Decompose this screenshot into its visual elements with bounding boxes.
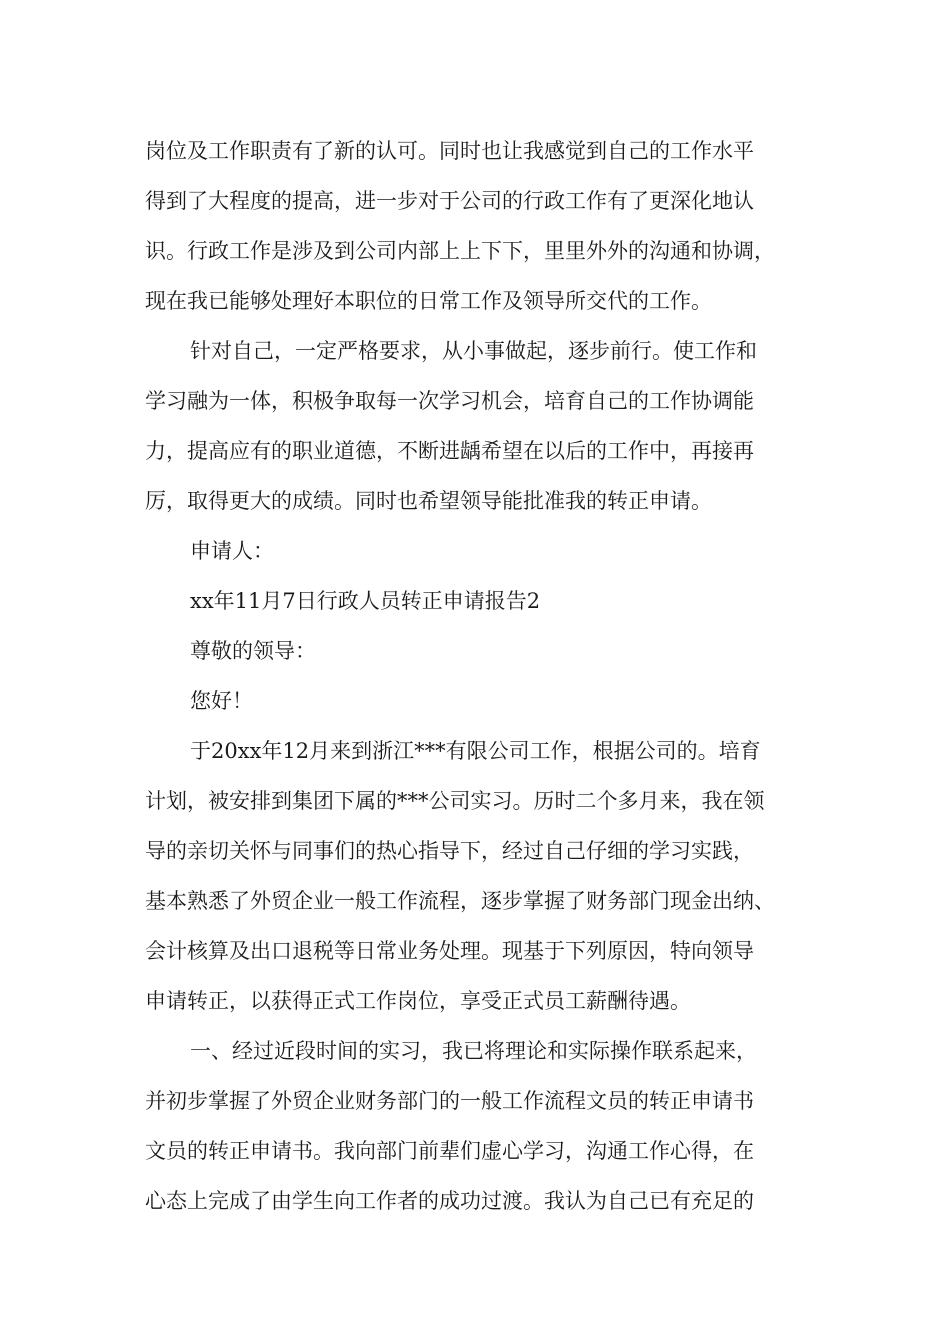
text-line-15: 导的亲切关怀与同事们的热心指导下，经过自己仔细的学习实践，	[145, 839, 754, 863]
text-line-13: 于20xx年12月来到浙江***有限公司工作，根据公司的。培育	[190, 739, 761, 763]
text-line-14: 计划，被安排到集团下属的***公司实习。历时二个多月来，我在领	[145, 789, 765, 813]
text-line-6: 学习融为一体，积极争取每一次学习机会，培育自己的工作协调能	[145, 389, 754, 413]
text-line-5: 针对自己，一定严格要求，从小事做起，逐步前行。使工作和	[190, 339, 757, 363]
salutation: 尊敬的领导：	[190, 639, 316, 663]
text-line-19: 一、经过近段时间的实习，我已将理论和实际操作联系起来，	[190, 1039, 757, 1063]
text-line-17: 会计核算及出口退税等日常业务处理。现基于下列原因，特向领导	[145, 939, 754, 963]
text-line-16: 基本熟悉了外贸企业一般工作流程，逐步掌握了财务部门现金出纳、	[145, 889, 775, 913]
text-line-1: 岗位及工作职责有了新的认可。同时也让我感觉到自己的工作水平	[145, 139, 754, 163]
text-line-4: 现在我已能够处理好本职位的日常工作及领导所交代的工作。	[145, 289, 712, 313]
date-and-title-line: xx年11月7日行政人员转正申请报告2	[190, 589, 541, 613]
text-line-8: 厉，取得更大的成绩。同时也希望领导能批准我的转正申请。	[145, 489, 712, 513]
text-line-21: 文员的转正申请书。我向部门前辈们虚心学习，沟通工作心得，在	[145, 1139, 754, 1163]
greeting: 您好！	[190, 689, 253, 713]
text-line-3: 识。行政工作是涉及到公司内部上上下下，里里外外的沟通和协调，	[145, 239, 775, 263]
text-line-2: 得到了大程度的提高，进一步对于公司的行政工作有了更深化地认	[145, 189, 754, 213]
text-line-7: 力，提高应有的职业道德，不断进龋希望在以后的工作中，再接再	[145, 439, 754, 463]
text-line-18: 申请转正，以获得正式工作岗位，享受正式员工薪酬待遇。	[145, 989, 691, 1013]
text-line-20: 并初步掌握了外贸企业财务部门的一般工作流程文员的转正申请书	[145, 1089, 754, 1113]
applicant-label: 申请人：	[190, 539, 274, 563]
text-line-22: 心态上完成了由学生向工作者的成功过渡。我认为自己已有充足的	[145, 1189, 754, 1213]
